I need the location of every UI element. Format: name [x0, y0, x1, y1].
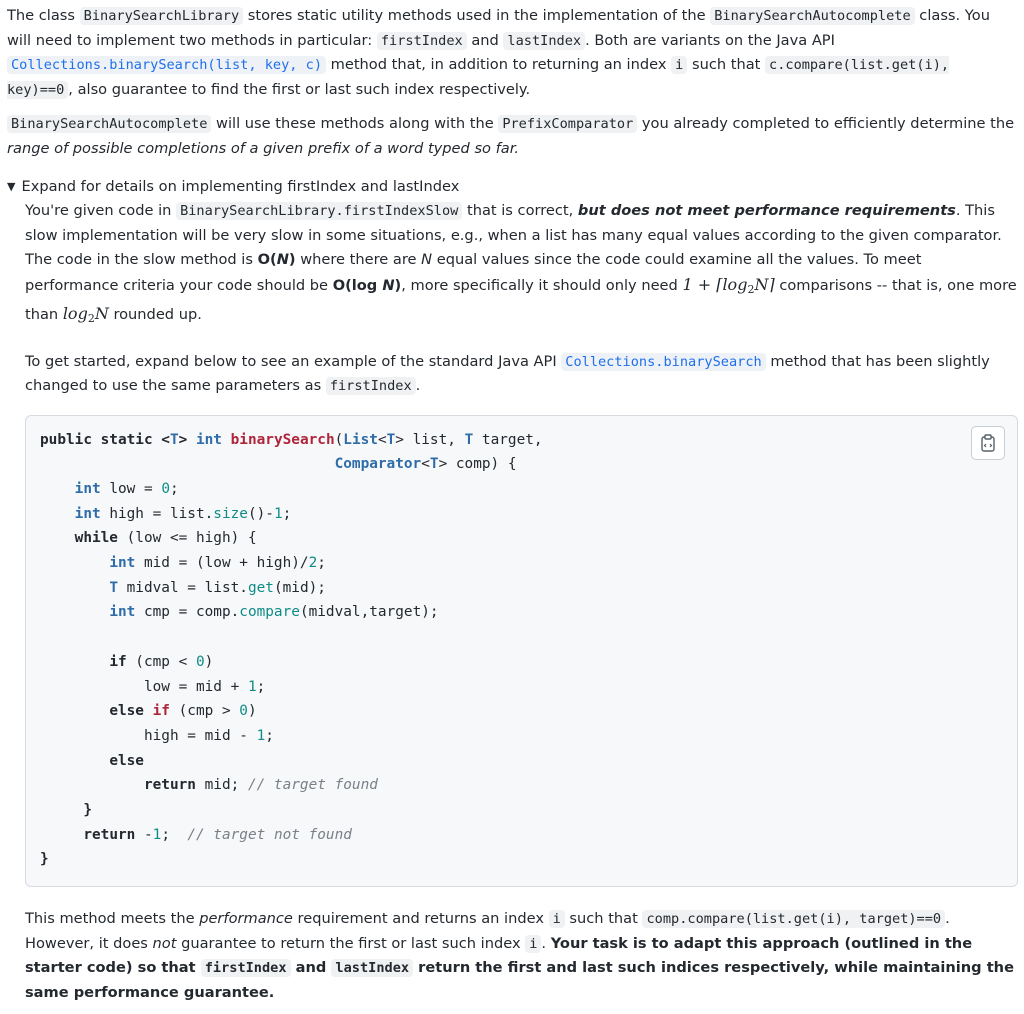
details-toggle[interactable] — [7, 175, 1018, 199]
code-token: (cmp > — [169, 703, 240, 720]
inline-code-last-index: lastIndex — [331, 959, 413, 977]
code-token: (mid); — [273, 579, 326, 596]
get-started-paragraph — [25, 350, 1018, 399]
code-comment: // target found — [247, 777, 378, 794]
task-description — [25, 907, 1018, 1005]
math-subscript: 2 — [87, 312, 95, 325]
math-part: 1 + ⌈log — [682, 274, 748, 294]
code-token: ; — [317, 555, 326, 572]
code-indent — [40, 654, 109, 670]
text: , more specifically it should only need — [401, 276, 683, 294]
code-token: T — [109, 579, 118, 596]
code-token: Comparator — [334, 456, 422, 473]
emphasis-text: range of possible completions of a given prefix of a word typed so far. — [7, 139, 519, 157]
code-token: mid; — [195, 777, 248, 794]
code-token: 1 — [273, 505, 283, 522]
code-indent — [40, 728, 144, 744]
code-token: > comp) { — [438, 456, 517, 473]
code-token: low = mid + — [143, 678, 248, 695]
text: class. You will need to implement two methods in particular: — [7, 7, 990, 49]
bold-text: Your task is to adapt this approach (outlined in the starter code) so that — [25, 934, 973, 977]
code-token: get — [247, 579, 274, 596]
code-indent — [40, 456, 335, 472]
code-indent — [40, 753, 109, 769]
code-token: ; — [161, 826, 188, 843]
inline-code-first-index-slow: BinarySearchLibrary.firstIndexSlow — [176, 202, 462, 220]
code-token: ( — [334, 431, 344, 448]
code-token: 1 — [256, 727, 266, 744]
code-token: int — [109, 604, 136, 621]
code-indent — [40, 530, 75, 546]
code-token: int — [195, 431, 222, 448]
math-subscript: 2 — [747, 282, 755, 296]
big-o: O( — [257, 251, 277, 268]
code-token: T — [429, 456, 439, 473]
code-token: < — [377, 431, 387, 448]
code-comment: // target not found — [187, 826, 352, 843]
code-indent — [40, 703, 109, 719]
inline-code-first-index: firstIndex — [201, 959, 291, 977]
emphasis-text: not — [152, 934, 177, 952]
code-indent — [40, 777, 144, 793]
text: such that — [564, 910, 643, 928]
code-token: ; — [169, 480, 179, 497]
inline-code-compare: comp.compare(list.get(i), target)==0 — [642, 910, 945, 928]
text: method that, in addition to returning an index — [326, 56, 672, 73]
code-token: high = list. — [100, 505, 214, 522]
text: , also guarantee to find the first or last such index respectively. — [68, 80, 531, 98]
code-token: 0 — [195, 653, 205, 670]
emphasis-text: performance — [199, 910, 293, 928]
text: To get started, expand below to see an example of the standard Java API — [25, 352, 562, 370]
code-block — [25, 415, 1018, 888]
code-token: else — [109, 752, 144, 769]
code-indent — [40, 802, 83, 818]
code-token — [222, 432, 231, 448]
text: that is correct, — [462, 202, 578, 219]
inline-code-binary-search-autocomplete: BinarySearchAutocomplete — [7, 115, 211, 133]
code-token: 0 — [239, 703, 248, 720]
code-token: T — [169, 431, 179, 448]
binary-search-code — [40, 428, 1003, 873]
code-indent — [40, 481, 75, 497]
inline-code-prefix-comparator: PrefixComparator — [498, 115, 637, 133]
math-part: N⌉ — [754, 274, 775, 294]
clipboard-icon — [980, 434, 996, 452]
code-token: T — [464, 431, 474, 448]
text: This method meets the — [25, 910, 200, 928]
code-token: T — [386, 431, 396, 448]
code-token: target, — [473, 431, 543, 448]
text: equal values since the code could examine all the values. To meet performance criteria your code should be — [25, 251, 922, 294]
text: guarantee to return the first or last such index — [176, 934, 526, 952]
text: You're given code in — [25, 202, 177, 219]
code-token: else — [109, 703, 144, 720]
bold-text: return the first and last such indices respectively, while maintaining the same performance guarantee. — [25, 959, 1014, 1001]
text: comparisons -- that is, one more than — [25, 276, 1017, 323]
code-token: public static < — [40, 431, 170, 448]
inline-code-i: i — [549, 910, 565, 928]
text: rounded up. — [108, 306, 202, 323]
inline-code-binary-search-autocomplete: BinarySearchAutocomplete — [710, 7, 914, 25]
code-token — [144, 703, 153, 719]
code-token: compare — [239, 604, 300, 621]
collections-binary-search-link[interactable]: Collections.binarySearch(list, key, c) — [7, 56, 326, 74]
code-token: return — [143, 777, 196, 794]
text: requirement and returns an index — [292, 910, 549, 928]
code-token: if — [109, 653, 127, 670]
triangle-down-icon: ▼ — [7, 180, 16, 193]
inline-code-last-index: lastIndex — [503, 32, 585, 50]
code-token: mid = (low + high)/ — [135, 555, 309, 572]
code-indent — [40, 506, 75, 522]
code-token: } — [83, 802, 92, 819]
big-o-close: ) — [288, 251, 296, 268]
text: . Both are variants on the Java API — [585, 31, 835, 49]
big-o-log-close: ) — [394, 276, 402, 294]
text: . However, it does — [25, 910, 950, 952]
text: where there are — [295, 251, 422, 268]
code-token: < — [421, 456, 430, 473]
text: method that has been slightly changed to use the same parameters as — [25, 352, 990, 394]
text: . — [415, 377, 421, 394]
var-n: N — [421, 251, 433, 268]
code-token: ) — [204, 653, 214, 670]
code-token: ()- — [247, 505, 274, 522]
text: such that — [687, 56, 766, 73]
math-part: log — [62, 304, 88, 323]
code-indent — [40, 827, 83, 843]
code-indent — [40, 604, 109, 620]
code-token: 1 — [247, 678, 257, 695]
code-token: while — [74, 530, 118, 547]
code-token: ; — [256, 678, 266, 695]
text: and — [466, 31, 504, 49]
code-token: int — [74, 480, 101, 497]
copy-code-button[interactable] — [971, 426, 1005, 460]
bold-italic-text: but does not meet performance requirements — [577, 202, 956, 219]
code-token: if — [152, 703, 170, 720]
code-token: cmp = comp. — [135, 604, 240, 621]
code-token: return — [83, 826, 136, 843]
code-token: 0 — [161, 480, 170, 497]
code-token: int — [74, 505, 101, 522]
code-token: high = mid - — [143, 727, 257, 744]
collections-binary-search-link[interactable]: Collections.binarySearch — [561, 353, 765, 371]
code-token: } — [40, 851, 49, 868]
code-indent — [40, 580, 109, 596]
text: you already completed to efficiently determine the — [637, 115, 1015, 132]
text: The class — [7, 7, 80, 24]
text: will use these methods along with the — [211, 115, 499, 132]
code-token: ; — [265, 727, 274, 744]
code-token: ; — [282, 505, 292, 522]
code-token: > list, — [395, 431, 465, 448]
code-token: List — [343, 431, 378, 448]
inline-code-first-index: firstIndex — [377, 32, 467, 50]
inline-code-binary-search-library: BinarySearchLibrary — [80, 7, 244, 25]
text: . — [541, 934, 551, 952]
intro-paragraph — [7, 4, 1018, 102]
inline-code-i: i — [525, 935, 541, 953]
autocomplete-paragraph — [7, 112, 1018, 161]
big-o-var: N — [276, 251, 289, 268]
code-token: ) — [247, 703, 257, 720]
performance-paragraph — [25, 199, 1018, 332]
code-token: low = — [100, 480, 162, 497]
big-o-log-var: N — [382, 276, 395, 294]
code-indent — [40, 679, 144, 695]
math-part: N — [94, 304, 109, 323]
code-token: (low <= high) { — [117, 530, 257, 547]
code-token: 1 — [152, 826, 162, 843]
math-ceil-log — [682, 275, 774, 294]
code-indent — [40, 555, 109, 571]
details-summary-label: Expand for details on implementing firstIndex and lastIndex — [21, 178, 460, 195]
inline-code-i: i — [671, 56, 687, 74]
math-log — [63, 304, 109, 323]
code-token: binarySearch — [230, 431, 335, 448]
code-token: > — [178, 431, 196, 448]
code-token: (cmp < — [126, 653, 196, 670]
task-paragraph — [25, 907, 1018, 1005]
code-token: size — [213, 505, 248, 522]
code-token: (midval,target); — [299, 604, 439, 621]
code-token: int — [109, 555, 136, 572]
code-token: - — [135, 826, 153, 843]
code-token: midval = list. — [117, 579, 248, 596]
text: stores static utility methods used in the implementation of the — [243, 7, 711, 24]
details-body — [7, 199, 1018, 1005]
inline-code-first-index: firstIndex — [326, 377, 416, 395]
text: . This slow implementation will be very slow in some situations, e.g., when a list has many equal values according to the given comparator. The code in the slow method is — [25, 202, 1002, 268]
big-o-log: O(log — [332, 276, 383, 294]
inline-code-compare: c.compare(list.get(i), key)==0 — [7, 57, 950, 98]
bold-text: and — [290, 959, 332, 977]
code-token: 2 — [308, 555, 318, 572]
